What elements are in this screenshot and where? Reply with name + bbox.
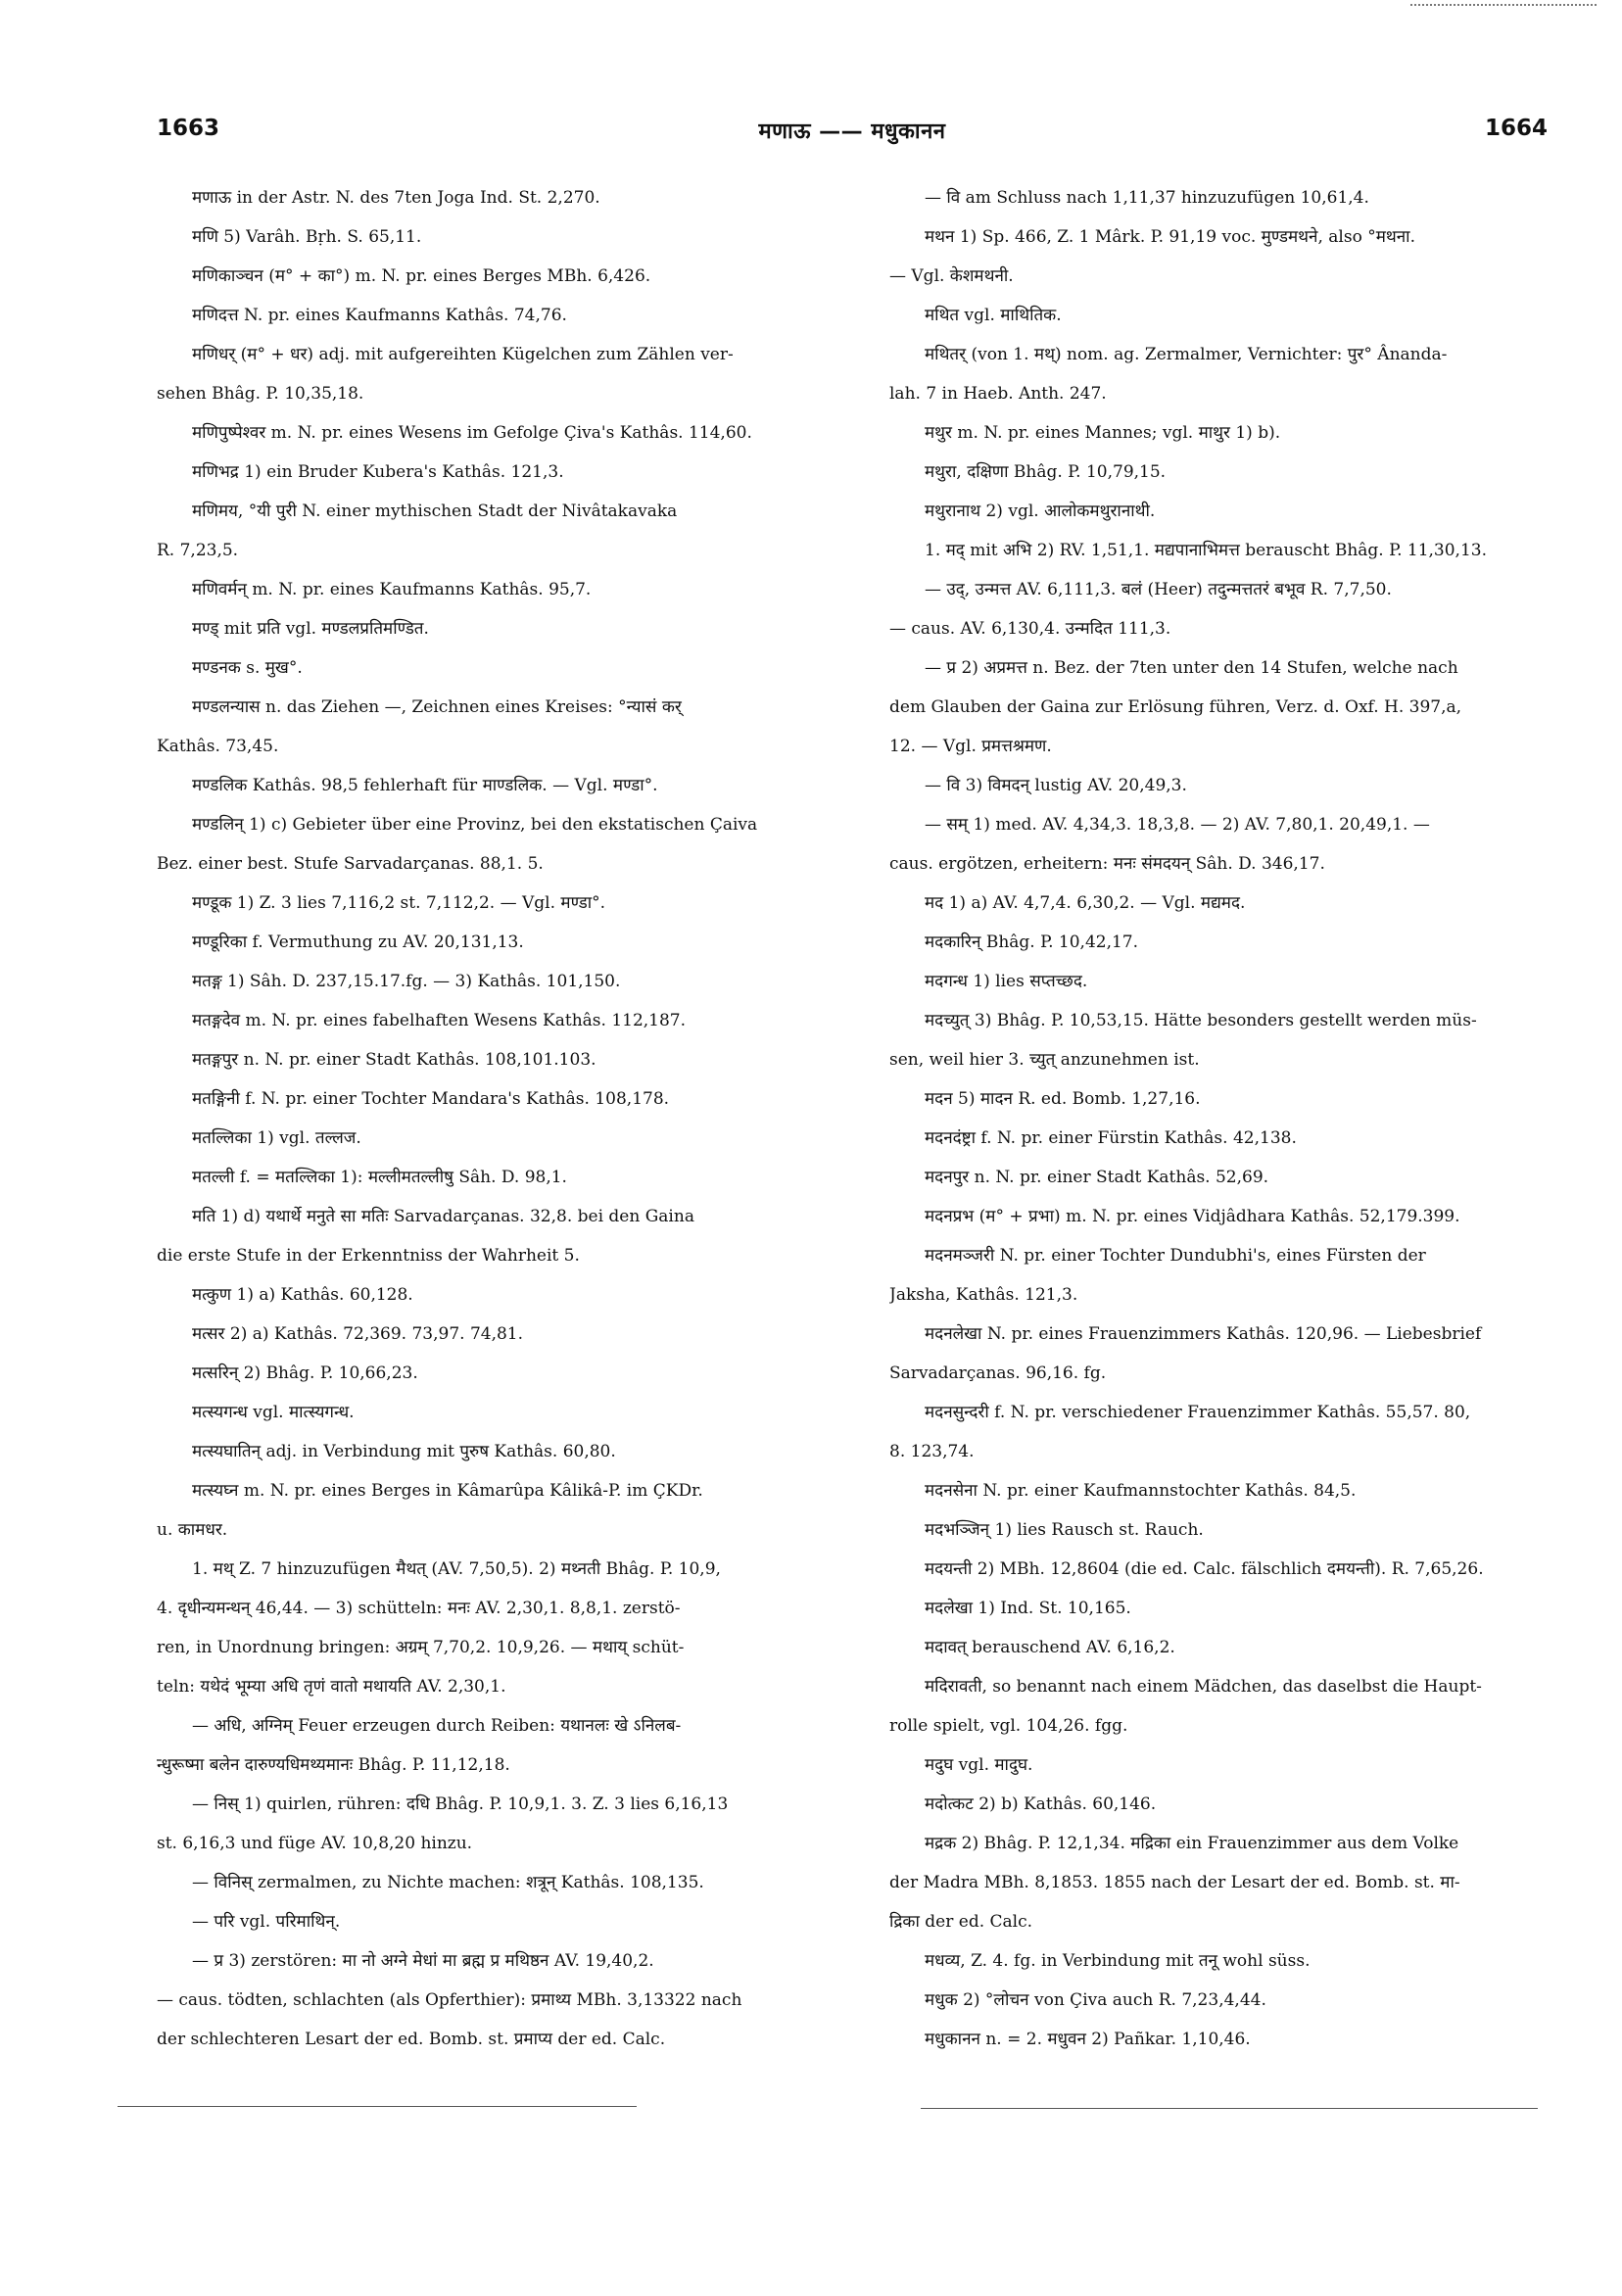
dictionary-line: Jaksha, Kathâs. 121,3. — [889, 1285, 1078, 1305]
dictionary-line: मणिवर्मन् m. N. pr. eines Kaufmanns Kathâs. 95,7. — [192, 580, 592, 599]
dictionary-line: मण्डूक 1) Z. 3 lies 7,116,2 st. 7,112,2. — Vgl. मण्डा°. — [192, 893, 606, 913]
dictionary-line: मदनसुन्दरी f. N. pr. verschiedener Frauenzimmer Kathâs. 55,57. 80, — [925, 1403, 1471, 1422]
dictionary-line: मणिमय, °यी पुरी N. einer mythischen Stadt der Nivâtakavaka — [192, 502, 678, 521]
dictionary-line: — निस् 1) quirlen, rühren: दधि Bhâg. P. 10,9,1. 3. Z. 3 lies 6,16,13 — [192, 1794, 729, 1814]
dictionary-line: — वि 3) विमदन् lustig AV. 20,49,3. — [925, 776, 1187, 795]
dictionary-line: मत्सर 2) a) Kathâs. 72,369. 73,97. 74,81. — [192, 1324, 524, 1344]
dictionary-line: 4. दृधीन्यमन्थन् 46,44. — 3) schütteln: मनः AV. 2,30,1. 8,8,1. zerstö- — [157, 1599, 681, 1618]
dictionary-line: — caus. AV. 6,130,4. उन्मदित 111,3. — [889, 619, 1171, 639]
dictionary-line: Kathâs. 73,45. — [157, 737, 279, 756]
dictionary-line: Bez. einer best. Stufe Sarvadarçanas. 88,1. 5. — [157, 854, 544, 874]
dictionary-line: ren, in Unordnung bringen: अग्रम् 7,70,2. 10,9,26. — मथाय् schüt- — [157, 1638, 685, 1657]
left-column — [157, 178, 833, 2059]
dictionary-line: मणिभद्र 1) ein Bruder Kubera's Kathâs. 121,3. — [192, 462, 564, 482]
dictionary-line: R. 7,23,5. — [157, 541, 239, 560]
dictionary-line: rolle spielt, vgl. 104,26. fgg. — [889, 1716, 1128, 1736]
dictionary-line: मण्डलन्यास n. das Ziehen —, Zeichnen eines Kreises: °न्यासं कर् — [192, 697, 682, 717]
dictionary-line: मदनदंष्ट्रा f. N. pr. einer Fürstin Kathâs. 42,138. — [925, 1128, 1297, 1148]
dictionary-line: मतल्ली f. = मतल्लिका 1): मल्लीमतल्लीषु Sâh. D. 98,1. — [192, 1168, 567, 1187]
dictionary-line: न्धुरूष्मा बलेन दारुण्यधिमथ्यमानः Bhâg. P. 11,12,18. — [157, 1755, 510, 1775]
dictionary-line: — प्र 3) zerstören: मा नो अग्ने मेधां मा ब्रह्म प्र मथिष्ठन AV. 19,40,2. — [192, 1951, 654, 1971]
dictionary-line: मण्डूरिका f. Vermuthung zu AV. 20,131,13. — [192, 933, 524, 952]
dictionary-line: मणि 5) Varâh. Bṛh. S. 65,11. — [192, 227, 422, 247]
dictionary-line: मतङ्ग 1) Sâh. D. 237,15.17.fg. — 3) Kathâs. 101,150. — [192, 972, 621, 991]
dictionary-line: मदन 5) मादन R. ed. Bomb. 1,27,16. — [925, 1089, 1201, 1109]
dictionary-line: — अधि, अग्निम् Feuer erzeugen durch Reiben: यथानलः खे ऽनिलब- — [192, 1716, 682, 1736]
dictionary-line: — सम् 1) med. AV. 4,34,3. 18,3,8. — 2) AV. 7,80,1. 20,49,1. — — [925, 815, 1430, 835]
running-head: मणाऊ —— मधुकानन — [758, 120, 946, 144]
dictionary-line: — Vgl. केशमथनी. — [889, 266, 1014, 286]
dictionary-line: sehen Bhâg. P. 10,35,18. — [157, 384, 364, 404]
dictionary-line: मथुर m. N. pr. eines Mannes; vgl. माथुर 1) b). — [925, 423, 1281, 443]
dictionary-line: मतङ्गपुर n. N. pr. einer Stadt Kathâs. 108,101.103. — [192, 1050, 596, 1070]
dictionary-line: — उद्, उन्मत्त AV. 6,111,3. बलं (Heer) तदुन्मत्ततरं बभूव R. 7,7,50. — [925, 580, 1392, 599]
dictionary-line: der schlechteren Lesart der ed. Bomb. st. प्रमाप्य der ed. Calc. — [157, 2030, 666, 2049]
dictionary-line: मदनसेना N. pr. einer Kaufmannstochter Kathâs. 84,5. — [925, 1481, 1357, 1501]
dictionary-line: मदकारिन् Bhâg. P. 10,42,17. — [925, 933, 1139, 952]
dictionary-line: teln: यथेदं भूम्या अधि तृणं वातो मथायति AV. 2,30,1. — [157, 1677, 506, 1697]
dictionary-line: मतल्लिका 1) vgl. तल्लज. — [192, 1128, 361, 1148]
dictionary-line: मदलेखा 1) Ind. St. 10,165. — [925, 1599, 1131, 1618]
dictionary-line: — वि am Schluss nach 1,11,37 hinzuzufügen 10,61,4. — [925, 188, 1369, 208]
dictionary-line: मतङ्गिनी f. N. pr. einer Tochter Mandara's Kathâs. 108,178. — [192, 1089, 670, 1109]
dictionary-line: मति 1) d) यथार्थे मनुते सा मतिः Sarvadarçanas. 32,8. bei den Gaina — [192, 1207, 694, 1226]
dictionary-line: मथुरा, दक्षिणा Bhâg. P. 10,79,15. — [925, 462, 1167, 482]
page-number-right: 1664 — [1484, 116, 1548, 141]
dictionary-line: मदिरावती, so benannt nach einem Mädchen, das daselbst die Haupt- — [925, 1677, 1482, 1697]
dictionary-line: मद्रक 2) Bhâg. P. 12,1,34. मद्रिका ein Frauenzimmer aus dem Volke — [925, 1834, 1459, 1853]
dictionary-line: मदुघ vgl. मादुघ. — [925, 1755, 1033, 1775]
dictionary-line: st. 6,16,3 und füge AV. 10,8,20 hinzu. — [157, 1834, 473, 1853]
dictionary-line: मणिदत्त N. pr. eines Kaufmanns Kathâs. 74,76. — [192, 306, 567, 325]
dictionary-line: मदनलेखा N. pr. eines Frauenzimmers Kathâs. 120,96. — Liebesbrief — [925, 1324, 1482, 1344]
dictionary-line: मदभञ्जिन् 1) lies Rausch st. Rauch. — [925, 1520, 1204, 1540]
dictionary-line: मधुक 2) °लोचन von Çiva auch R. 7,23,4,44. — [925, 1990, 1266, 2010]
dictionary-line: मथितर् (von 1. मथ्) nom. ag. Zermalmer, Vernichter: पुर° Ânanda- — [925, 345, 1448, 364]
dictionary-line: मत्स्यघ्न m. N. pr. eines Berges in Kâmarûpa Kâlikâ-P. im ÇKDr. — [192, 1481, 703, 1501]
dictionary-line: 1. मद् mit अभि 2) RV. 1,51,1. मद्यपानाभिमत्त berauscht Bhâg. P. 11,30,13. — [925, 541, 1487, 560]
dictionary-line: मदावत् berauschend AV. 6,16,2. — [925, 1638, 1175, 1657]
dictionary-line: 1. मथ् Z. 7 hinzuzufügen मैथत् (AV. 7,50,5). 2) मथ्नती Bhâg. P. 10,9, — [192, 1559, 721, 1579]
dictionary-line: मत्स्यगन्ध vgl. मात्स्यगन्ध. — [192, 1403, 355, 1422]
dictionary-line: lah. 7 in Haeb. Anth. 247. — [889, 384, 1107, 404]
dictionary-line: dem Glauben der Gaina zur Erlösung führen, Verz. d. Oxf. H. 397,a, — [889, 697, 1462, 717]
dictionary-line: द्रिका der ed. Calc. — [889, 1912, 1033, 1932]
dictionary-line: मथन 1) Sp. 466, Z. 1 Mârk. P. 91,19 voc. मुण्डमथने, also °मथना. — [925, 227, 1415, 247]
dictionary-line: Sarvadarçanas. 96,16. fg. — [889, 1363, 1107, 1383]
dictionary-line: — विनिस् zermalmen, zu Nichte machen: शत्रून् Kathâs. 108,135. — [192, 1873, 704, 1892]
dictionary-line: मथित vgl. माथितिक. — [925, 306, 1062, 325]
dictionary-line: मण्डनक s. मुख°. — [192, 658, 303, 678]
page-number-left: 1663 — [157, 116, 220, 141]
dictionary-line: caus. ergötzen, erheitern: मनः संमदयन् Sâh. D. 346,17. — [889, 854, 1325, 874]
right-column — [889, 178, 1548, 2059]
dictionary-line: मण्डलिक Kathâs. 98,5 fehlerhaft für माण्डलिक. — Vgl. मण्डा°. — [192, 776, 658, 795]
dictionary-line: मत्स्यघातिन् adj. in Verbindung mit पुरुष Kathâs. 60,80. — [192, 1442, 616, 1461]
top-dotted-rule — [1410, 4, 1597, 6]
dictionary-line: 12. — Vgl. प्रमत्तश्रमण. — [889, 737, 1052, 756]
dictionary-line: मणिधर् (म° + धर) adj. mit aufgereihten Kügelchen zum Zählen ver- — [192, 345, 734, 364]
dictionary-line: मदनप्रभ (म° + प्रभा) m. N. pr. eines Vidjâdhara Kathâs. 52,179.399. — [925, 1207, 1460, 1226]
dictionary-line: मदयन्ती 2) MBh. 12,8604 (die ed. Calc. fälschlich दमयन्ती). R. 7,65,26. — [925, 1559, 1484, 1579]
dictionary-line: मतङ्गदेव m. N. pr. eines fabelhaften Wesens Kathâs. 112,187. — [192, 1011, 687, 1030]
dictionary-line: मण्डलिन् 1) c) Gebieter über eine Provinz, bei den ekstatischen Çaiva — [192, 815, 758, 835]
dictionary-line: 8. 123,74. — [889, 1442, 975, 1461]
dictionary-line: der Madra MBh. 8,1853. 1855 nach der Lesart der ed. Bomb. st. मा- — [889, 1873, 1460, 1892]
dictionary-line: मत्कुण 1) a) Kathâs. 60,128. — [192, 1285, 413, 1305]
bottom-rule-left — [118, 2106, 637, 2107]
dictionary-line: मण्ड् mit प्रति vgl. मण्डलप्रतिमण्डित. — [192, 619, 429, 639]
dictionary-line: मदोत्कट 2) b) Kathâs. 60,146. — [925, 1794, 1157, 1814]
dictionary-line: u. कामधर. — [157, 1520, 228, 1540]
dictionary-line: — caus. tödten, schlachten (als Opferthier): प्रमाथ्य MBh. 3,13322 nach — [157, 1990, 742, 2010]
dictionary-line: मणाऊ in der Astr. N. des 7ten Joga Ind. St. 2,270. — [192, 188, 600, 208]
dictionary-line: मधुकानन n. = 2. मधुवन 2) Pañkar. 1,10,46. — [925, 2030, 1251, 2049]
dictionary-line: sen, weil hier 3. च्युत् anzunehmen ist. — [889, 1050, 1200, 1070]
dictionary-line: die erste Stufe in der Erkenntniss der Wahrheit 5. — [157, 1246, 580, 1266]
dictionary-line: मदगन्ध 1) lies सप्तच्छद. — [925, 972, 1088, 991]
dictionary-line: — परि vgl. परिमाथिन्. — [192, 1912, 341, 1932]
dictionary-line: मदच्युत् 3) Bhâg. P. 10,53,15. Hätte besonders gestellt werden müs- — [925, 1011, 1477, 1030]
dictionary-line: मधव्य, Z. 4. fg. in Verbindung mit तनू wohl süss. — [925, 1951, 1311, 1971]
dictionary-line: मणिकाञ्चन (म° + का°) m. N. pr. eines Berges MBh. 6,426. — [192, 266, 651, 286]
dictionary-line: मथुरानाथ 2) vgl. आलोकमथुरानाथी. — [925, 502, 1156, 521]
bottom-rule-right — [921, 2108, 1538, 2109]
dictionary-line: मद 1) a) AV. 4,7,4. 6,30,2. — Vgl. मद्यमद. — [925, 893, 1246, 913]
dictionary-line: मदनपुर n. N. pr. einer Stadt Kathâs. 52,69. — [925, 1168, 1269, 1187]
dictionary-line: मदनमञ्जरी N. pr. einer Tochter Dundubhi's, eines Fürsten der — [925, 1246, 1426, 1266]
dictionary-line: मणिपुष्पेश्वर m. N. pr. eines Wesens im Gefolge Çiva's Kathâs. 114,60. — [192, 423, 752, 443]
dictionary-line: — प्र 2) अप्रमत्त n. Bez. der 7ten unter den 14 Stufen, welche nach — [925, 658, 1458, 678]
dictionary-line: मत्सरिन् 2) Bhâg. P. 10,66,23. — [192, 1363, 418, 1383]
page-header — [157, 116, 1548, 155]
